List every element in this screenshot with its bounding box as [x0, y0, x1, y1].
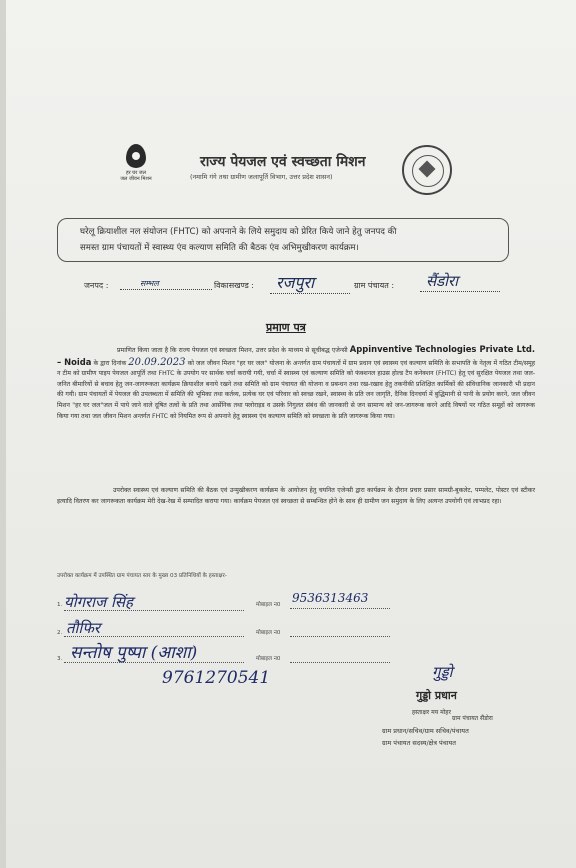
page-fold-shadow — [0, 0, 6, 868]
block-value: रजपुरा — [276, 273, 315, 292]
certificate-heading: प्रमाण पत्र — [266, 321, 306, 334]
mobile-line-3 — [290, 662, 390, 663]
logo-caption: हर घर जल जल जीवन मिशन — [120, 170, 152, 182]
pradhan-role: ग्राम प्रधान/सचिव/ग्राम सचिव/पंचायत — [382, 727, 469, 735]
mobile-line-1 — [290, 608, 390, 609]
mission-title: राज्य पेयजल एवं स्वच्छता मिशन — [200, 154, 366, 170]
para1-part-b: के द्वारा दिनांक — [93, 359, 127, 367]
mobile-label-1: मोबाइल न0 — [256, 602, 281, 608]
signatory-2-name: तौफिर — [66, 619, 101, 637]
mobile-line-2 — [290, 636, 390, 637]
para1-part-a: प्रमाणित किया जाता है कि राज्य पेयजल एवं स्वच्छता मिशन, उत्तर प्रदेश के माध्यम से सूचीबद्ध एजेन्सी — [117, 347, 348, 354]
water-drop-icon — [126, 144, 146, 168]
pradhan-sign-label: हस्ताक्षर मय मोहर — [412, 709, 451, 716]
subject-line-2: समस्त ग्राम पंचायतों में स्वास्थ्य एंव कल्याण समिति की बैठक एंव अभिमुखीकरण कार्यक्रम। — [80, 243, 359, 253]
pradhan-signature: गुड्डो — [432, 663, 453, 681]
para1-part-c: को जल जीवन मिशन "हर घर जल" योजना के अन्तर्गत ग्राम पंचायतों में ग्राम प्रधान एवं स्वास्थ्य एवं कल्याण समिति के सभापति के नेतृत्व में गठित टीम/समूह न टीम को ग्रामीण पाइप पेयजल आपूर्ति तथा FHTC के उपयोग पर सार्थक चर्चा करायी गयी, चर्चा में स्वास्थ्य एवं कल्याण समिति को फंक्शनल हाउस होल्ड टैप कनेक्शन (FHTC) हेतु एवं सुरक्षित पेयजल तथा जल-जनित बीमारियों से बचाव हेतु जन-जागरूकता कार्यक्रम क्रियाशील बनाये रखने तथा समिति को ग्राम पंचायत की योजना व प्रबन्धन तथा रख-रखाव हेतु तकनीकी प्रशिक्षित कार्मिकों की संविधानिक जानकारी भी प्रदान की गयी। ग्राम पंचायतों में पेयजल की उपलब्धता में समिति की भूमिका तथा कर्तव्य, प्रत्येक घर एवं परिवार को स्वच्छ रखने, स्वास्थ्य के प्रति जन जागृति, दैनिक दिनचर्या में बुद्धिमानी से पानी के प्रयोग करने, जल जीवन मिशन "हर घर जल"जल में पाये जाने वाले दूषित तत्वों के प्रति तथा आर्सेनिक तथा फ्लोराइड व उसके निगुलत संबंध की जानकारी से जन सामान्य को जन-जागरूक करने आदि विषयों पर गठित समूहों को जागरूक किया गया तथा जल जीवन मिशन अन्तर्गत FHTC को नियमित रूप से अपनाने हेतु स्वास्थ्य एंव कल्याण समिति को स्वच्छता के प्रति जागरूक किया गया। — [57, 359, 536, 420]
signatory-2-num: 2. — [57, 630, 63, 636]
subject-box — [57, 218, 509, 262]
signatories-intro: उपरोक्त कार्यक्रम में उपस्थित ग्राम पंचायत स्तर के मुख्य 03 प्रतिनिधियों के हस्ताक्षर- — [57, 573, 227, 579]
mobile-label-2: मोबाइल न0 — [256, 630, 281, 636]
pradhan-role-2: ग्राम पंचायत सदस्य/क्षेत्र पंचायत — [382, 739, 456, 747]
certificate-paragraph-2 — [57, 486, 535, 507]
panchayat-value-line — [420, 271, 500, 292]
agency-name: Appinventive Technologies Private Ltd. – Noida — [57, 344, 535, 367]
signatory-1-line — [64, 610, 244, 611]
block-label: विकासखण्ड : — [214, 281, 255, 290]
har-ghar-jal-logo — [112, 144, 160, 182]
up-government-seal-icon — [402, 145, 452, 195]
panchayat-label: ग्राम पंचायत : — [354, 281, 395, 290]
signatory-3-name: सन्तोष पुष्पा (आशा) — [70, 643, 198, 663]
subject-line-1: घरेलू क्रियाशील नल संयोजन (FHTC) को अपनाने के लिये समुदाय को प्रेरित किये जाने हेतु जनपद की — [80, 227, 397, 237]
mobile-label-3: मोबाइल न0 — [256, 656, 281, 662]
pradhan-stamp-name: गुड्डो प्रधान — [416, 689, 457, 702]
block-value-line — [270, 271, 350, 294]
district-label: जनपद : — [84, 281, 109, 290]
certificate-paragraph-1 — [57, 344, 535, 422]
para2-text: उपरोक्त स्वास्थ्य एवं कल्याण समिति की बैठक एवं उन्मुखीकरण कार्यक्रम के आयोजन हेतु चयनित एजेन्सी द्वारा कार्यक्रम के दौरान प्रचार प्रसार सामग्री-बुकलेट, पम्पलेट, पोस्टर एवं स्टीकर इत्यादि वितरण कर जागरूकता कार्यक्रम मेरी देख-रेख में सम्पादित कराया गया। कार्यक्रम पेयजल एवं स्वच्छता से सम्बन्धित होने के साथ ही ग्रामीण जन समुदाय के लिए अत्यन्त उपयोगी एवं लाभप्रद रहा। — [57, 487, 535, 505]
signatory-2-line — [64, 636, 244, 637]
signatory-3-line — [64, 662, 244, 663]
signatory-3-num: 3. — [57, 656, 63, 662]
signatory-3-mobile: 9761270541 — [162, 668, 271, 688]
district-value: सम्भल — [140, 279, 159, 288]
signatory-1-mobile: 9536313463 — [292, 591, 369, 605]
signatory-1-num: 1. — [57, 602, 63, 608]
district-value-line — [120, 278, 212, 290]
pradhan-stamp-place: ग्राम पंचायत सैंडोरा — [452, 715, 493, 722]
signatory-1-name: योगराज सिंह — [64, 593, 133, 611]
panchayat-value: सैंडोरा — [426, 272, 459, 290]
program-date: 20.09.2023 — [128, 356, 186, 368]
mission-subtitle: (नमामि गंगे तथा ग्रामीण जलापूर्ति विभाग, उत्तर प्रदेश शासन) — [190, 173, 333, 181]
